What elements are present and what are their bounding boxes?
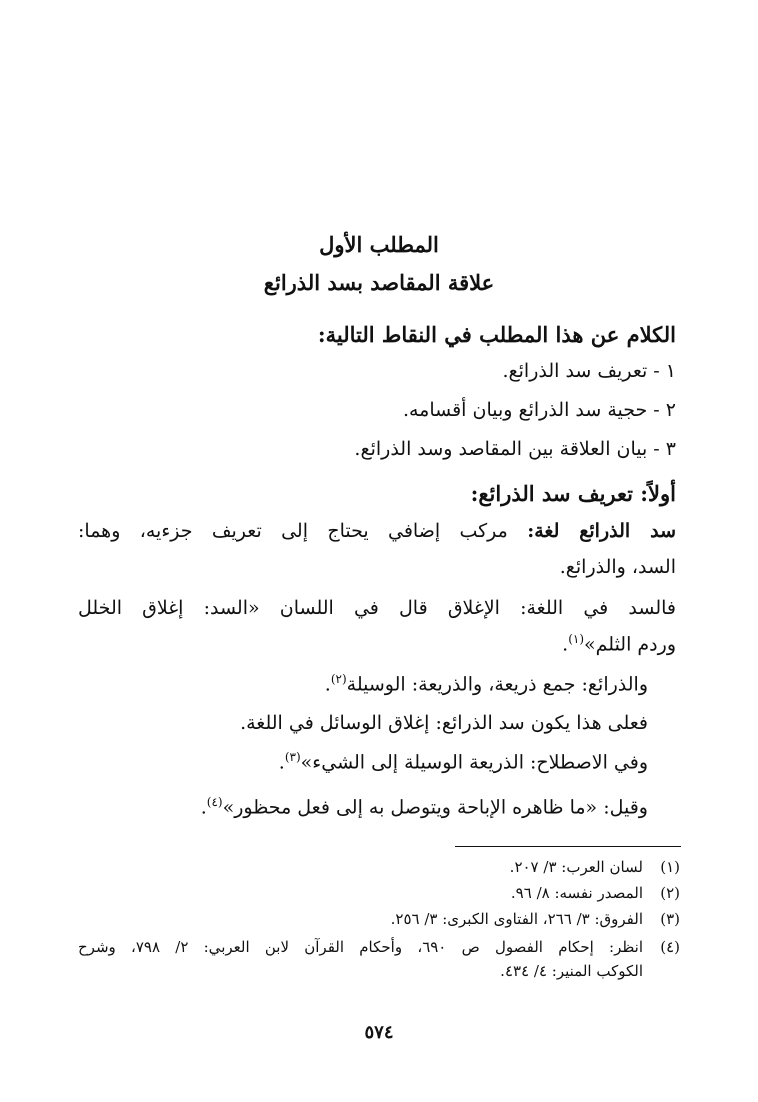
section-title: المطلب الأول [319, 232, 439, 257]
footnote-3: الفروق: ٣/ ٢٦٦، الفتاوى الكبرى: ٣/ ٢٥٦. [390, 910, 643, 928]
qila-text: وقيل: «ما ظاهره الإباحة ويتوصل به إلى فعل محظور» [222, 796, 648, 819]
sadd-line-2-text: وردم الثلم» [584, 633, 676, 656]
sadd-line-2 [562, 632, 676, 655]
footnote-1: لسان العرب: ٣/ ٢٠٧. [509, 858, 643, 876]
istilah-end: . [278, 751, 285, 774]
footnote-divider [455, 846, 681, 847]
footnote-4-line-1: انظر: إحكام الفصول ص ٦٩٠، وأحكام القرآن لابن العربي: ٢/ ٧٩٨، وشرح [78, 938, 643, 956]
footnote-ref-4: (٤) [206, 795, 223, 809]
footnote-number-3: (٣) [660, 910, 680, 928]
qila-end: . [200, 796, 207, 819]
istilah-line [279, 750, 648, 773]
definition-lead: سد الذرائع لغة: [527, 520, 676, 542]
footnote-4-line-2: الكوكب المنير: ٤/ ٤٣٤. [500, 962, 643, 980]
point-1: ١ - تعريف سد الذرائع. [502, 360, 676, 382]
section-subtitle: علاقة المقاصد بسد الذرائع [263, 270, 495, 295]
footnote-ref-3: (٣) [284, 750, 301, 764]
conclusion-line: فعلى هذا يكون سد الذرائع: إغلاق الوسائل في اللغة. [240, 712, 648, 734]
definition-line-2: السد، والذرائع. [559, 556, 676, 578]
definition-line-1 [78, 520, 676, 542]
footnote-number-1: (١) [660, 858, 680, 876]
dharai-line [325, 672, 648, 695]
qila-line [201, 795, 648, 818]
istilah-text: وفي الاصطلاح: الذريعة الوسيلة إلى الشيء» [300, 751, 648, 774]
sadd-line-1: فالسد في اللغة: الإغلاق قال في اللسان «السد: إغلاق الخلل [78, 597, 676, 619]
first-heading: أولاً: تعريف سد الذرائع: [470, 481, 676, 506]
footnote-ref-1: (١) [568, 632, 585, 646]
sadd-line-2-end: . [562, 633, 569, 656]
footnote-2: المصدر نفسه: ٨/ ٩٦. [510, 884, 643, 902]
point-2: ٢ - حجية سد الذرائع وبيان أقسامه. [402, 399, 676, 421]
dharai-end: . [324, 673, 331, 696]
point-3: ٣ - بيان العلاقة بين المقاصد وسد الذرائع. [354, 438, 676, 460]
intro-heading: الكلام عن هذا المطلب في النقاط التالية: [317, 322, 676, 347]
definition-text-1: مركب إضافي يحتاج إلى تعريف جزءيه، وهما: [78, 520, 508, 542]
footnote-number-2: (٢) [660, 884, 680, 902]
dharai-text: والذرائع: جمع ذريعة، والذريعة: الوسيلة [346, 673, 648, 696]
footnote-ref-2: (٢) [330, 672, 347, 686]
page-number: ٥٧٤ [364, 1022, 394, 1043]
footnote-number-4: (٤) [660, 938, 680, 956]
